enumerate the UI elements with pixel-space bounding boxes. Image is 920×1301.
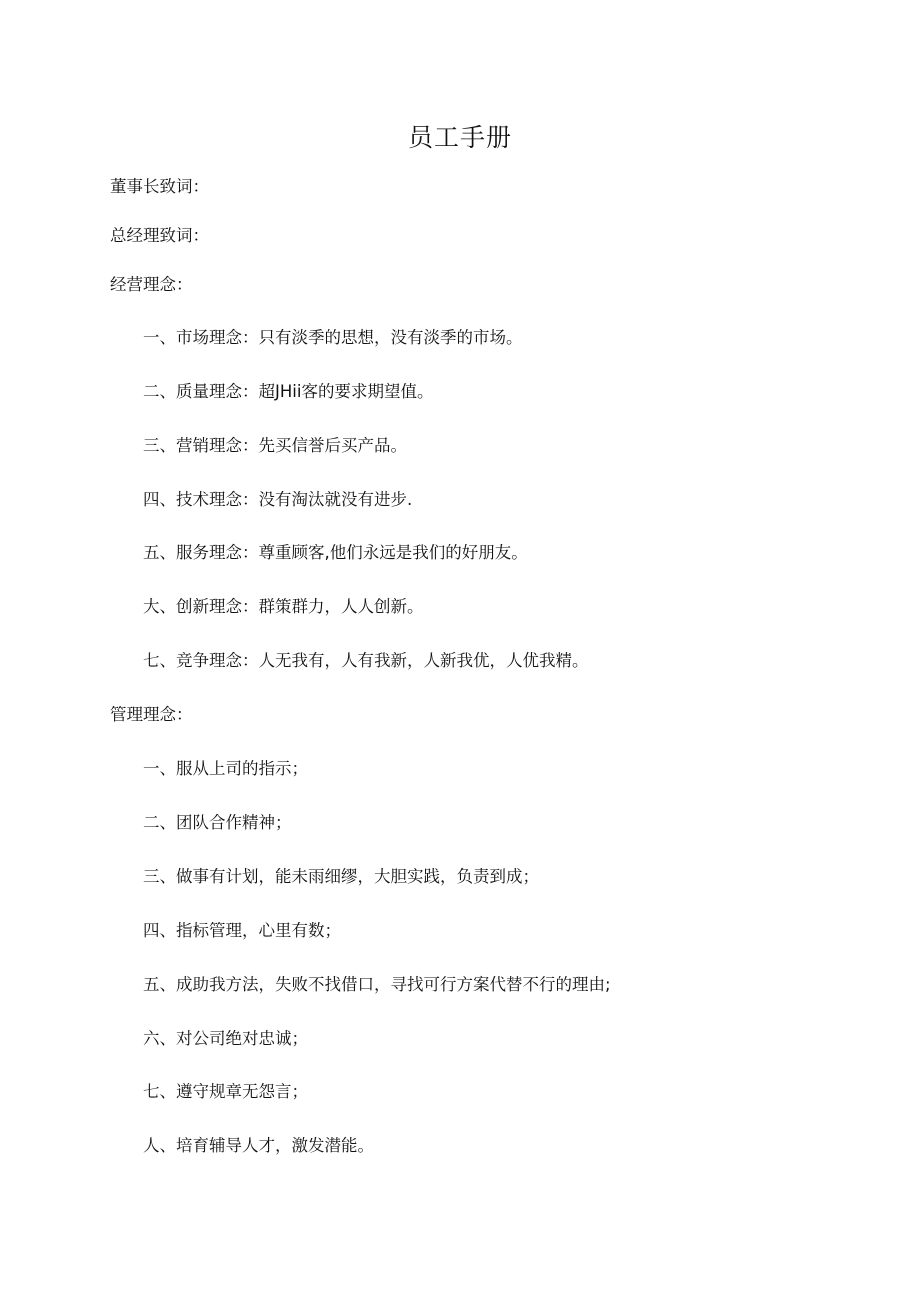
business-philosophy-item: 大、创新理念：群策群力，人人创新。 — [143, 597, 424, 616]
management-philosophy-item: 三、做事有计划，能未雨细缪，大胆实践，负责到成； — [143, 867, 539, 886]
management-philosophy-item: 二、团队合作精神； — [143, 813, 292, 832]
management-philosophy-item: 四、指标管理，心里有数； — [143, 921, 341, 940]
management-philosophy-item: 五、成助我方法，失败不找借口，寻找可行方案代替不行的理由; — [143, 975, 611, 994]
management-philosophy-item: 人、培育辅导人才，激发潜能。 — [143, 1136, 374, 1155]
management-philosophy-item: 六、对公司绝对忠诚； — [143, 1029, 308, 1048]
management-philosophy-item: 七、遵守规章无怨言； — [143, 1082, 308, 1101]
business-philosophy-item: 四、技术理念：没有淘汰就没有进步. — [143, 490, 413, 509]
document-title: 员工手册 — [407, 123, 512, 152]
management-philosophy-item: 一、服从上司的指示； — [143, 759, 308, 778]
management-philosophy-heading: 管理理念： — [110, 705, 193, 724]
business-philosophy-item: 五、服务理念：尊重顾客,他们永远是我们的好朋友。 — [143, 543, 528, 562]
general-manager-greeting-heading: 总经理致词： — [110, 226, 209, 245]
business-philosophy-item: 二、质量理念：超JHii客的要求期望值。 — [143, 382, 434, 401]
business-philosophy-item: 七、竞争理念：人无我有，人有我新，人新我优，人优我精。 — [143, 651, 589, 670]
business-philosophy-heading: 经营理念： — [110, 275, 193, 294]
business-philosophy-item: 一、市场理念：只有淡季的思想，没有淡季的市场。 — [143, 328, 523, 347]
business-philosophy-item: 三、营销理念：先买信誉后买产品。 — [143, 436, 407, 455]
chairman-greeting-heading: 董事长致词： — [110, 177, 209, 196]
